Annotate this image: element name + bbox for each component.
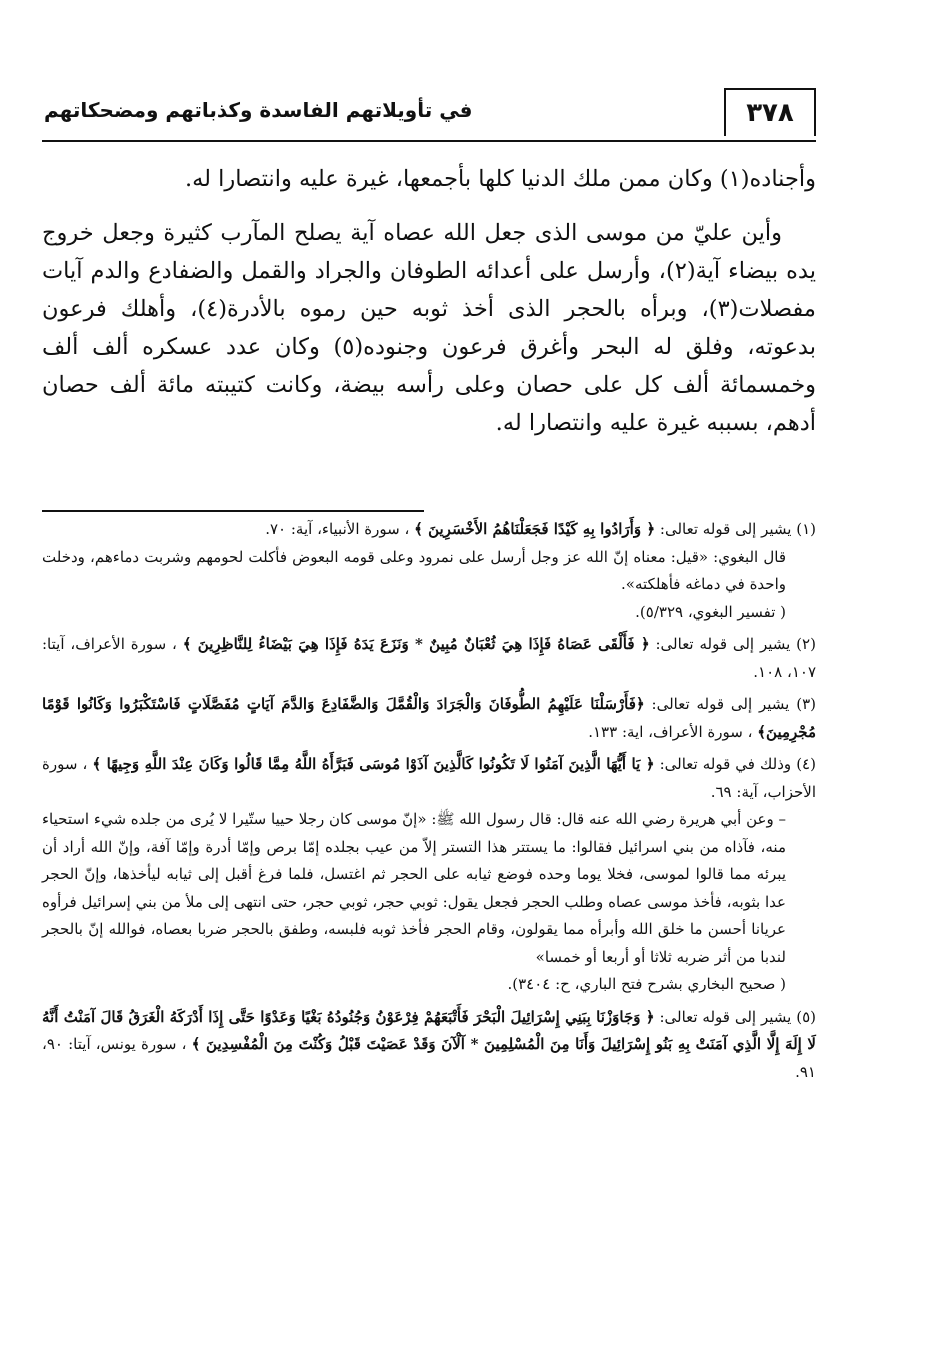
main-text	[42, 160, 816, 442]
footnote-number: (٣)	[796, 695, 816, 713]
footnote-citation: ( صحيح البخاري بشرح فتح الباري، ح: ٣٤٠٤).	[507, 975, 786, 993]
footnote-5	[42, 1004, 816, 1087]
verse-reference: ، سورة الأعراف، اية: ١٣٣.	[588, 722, 753, 741]
quran-verse: ﴿ وَأَرَادُوا بِهِ كَيْدًا فَجَعَلْنَاهُمُ الأَخْسَرِينَ ﴾	[414, 520, 656, 538]
quran-verse: ﴿ وَجَاوَزْنَا بِبَنِي إِسْرَائِيلَ الْبَحْرَ فَأَتْبَعَهُمْ فِرْعَوْنُ وَجُنُودُهُ بَغْيًا وَعَدْوًا حَتَّى إِذَا أَدْرَكَهُ الْغَرَقُ قَالَ آمَنْتُ أَنَّهُ لَا إِلَهَ إِلَّا الَّذِي آمَنَتْ بِهِ بَنُو إِسْرَائِيلَ وَأَنَا مِنَ الْمُسْلِمِينَ * آلْآنَ وَقَدْ عَصَيْتَ قَبْلُ وَكُنْتَ مِنَ الْمُفْسِدِينَ ﴾	[42, 1007, 816, 1053]
footnote-1	[42, 516, 816, 626]
paragraph: وأين عليّ من موسى الذى جعل الله عصاه آية يصلح المآرب كثيرة وجعل خروج يده بيضاء آية(٢)، وأرسل على أعدائه الطوفان والجراد والقمل والضفادع والدم آيات مفصلات(٣)، وبرأه بالحجر الذى أخذ ثوبه حين رموه بالأدرة(٤)، وأهلك فرعون بدعوته، وفلق له البحر وأغرق فرعون وجنوده(٥) وكان عدد عسكره ألف ألف وخمسمائة ألف كل على حصان وعلى رأسه بيضة، وكانت كتيبته مائة ألف حصان أدهم، بسببه غيرة عليه وانتصارا له.	[42, 220, 817, 436]
running-title: في تأويلاتهم الفاسدة وكذباتهم ومضحكاتهم	[44, 98, 473, 122]
footnote-intro: يشير إلى قوله تعالى:	[651, 695, 790, 713]
quran-verse: ﴿ فَأَلْقَى عَصَاهُ فَإِذَا هِيَ ثُعْبَانٌ مُبِينٌ * وَنَزَعَ يَدَهُ فَإِذَا هِيَ بَيْضَاءُ لِلنَّاظِرِينَ ﴾	[182, 635, 650, 653]
footnote-intro: يشير إلى قوله تعالى:	[659, 1007, 792, 1026]
footnote-3	[42, 691, 816, 746]
footnotes	[42, 516, 816, 1091]
verse-reference: ، سورة الأنبياء، آية: ٧٠.	[265, 520, 410, 538]
footnote-number: (١)	[796, 520, 816, 538]
footnote-2	[42, 631, 816, 686]
footnote-citation: ( تفسير البغوي، ٥/٣٢٩).	[635, 602, 786, 621]
footnote-intro: يشير إلى قوله تعالى:	[655, 635, 791, 653]
verse-reference: ، سورة يونس، آيتا: ٩٠، ٩١.	[42, 1035, 816, 1081]
quran-verse: ﴿ يَا أَيُّهَا الَّذِينَ آمَنُوا لَا تَكُونُوا كَالَّذِينَ آذَوْا مُوسَى فَبَرَّأَهُ اللَّهُ مِمَّا قَالُوا وَكَانَ عِنْدَ اللَّهِ وَجِيهًا ﴾	[92, 755, 655, 773]
verse-reference: ، سورة الأحزاب، آية: ٦٩.	[42, 755, 816, 801]
quran-verse: ﴿فَأَرْسَلْنَا عَلَيْهِمُ الطُّوفَانَ وَالْجَرَادَ وَالْقُمَّلَ وَالضَّفَادِعَ وَالدَّمَ آيَاتٍ مُفَصَّلَاتٍ فَاسْتَكْبَرُوا وَكَانُوا قَوْمًا مُجْرِمِينَ﴾	[42, 695, 816, 741]
footnote-number: (٥)	[796, 1007, 816, 1026]
footnote-intro: يشير إلى قوله تعالى:	[659, 520, 792, 538]
footnote-divider	[42, 510, 424, 512]
paragraph: وأجناده(١) وكان ممن ملك الدنيا كلها بأجمعها، غيرة عليه وانتصارا له.	[184, 166, 816, 192]
footnote-text: قال البغوي: «قيل: معناه إنّ الله عز وجل أرسل على نمرود وعلى قومه البعوض فأكلت لحومهم وشربت دماءهم، ودخلت واحدة في دماغه فأهلكته».	[42, 547, 786, 593]
footnote-number: (٢)	[796, 635, 816, 653]
page-header	[42, 88, 816, 142]
page-number: ٣٧٨	[724, 88, 816, 136]
footnote-4	[42, 751, 816, 999]
footnote-number: (٤)	[796, 755, 816, 773]
hadith-text: – وعن أبي هريرة رضي الله عنه قال: قال رسول الله ﷺ: «إنّ موسى كان رجلا حييا ستّيرا لا يُرى من جلده شيء استحياء منه، فآذاه من بني اسرائيل فقالوا: ما يستتر هذا التستر إلاّ من عيب بجلده إمّا برص وإمّا أدرة وإمّا آفة، وإنّ الله أراد أن يبرئه مما قالوا لموسى، فخلا يوما وحده فوضع ثيابه على الحجر ثم اغتسل، فلما فرغ أقبل إلى ثيابه ليأخذها، وإنّ الحجر عدا بثوبه، فأخذ موسى عصاه وطلب الحجر فجعل يقول: ثوبي حجر، ثوبي حجر، حتى انتهى إلى ملأ من بني إسرائيل فرأوه عريانا أحسن ما خلق الله وأبرأه مما يقولون، وقام الحجر فأخذ ثوبه فلبسه، وطفق بالحجر ضربا بعصاه، فوالله إنّ بالحجر لندبا من أثر ضربه ثلاثا أو أربعا أو خمسا»	[42, 810, 786, 966]
verse-reference: ، سورة الأعراف، آيتا: ١٠٧، ١٠٨.	[42, 635, 816, 681]
footnote-intro: وذلك في قوله تعالى:	[659, 755, 792, 773]
